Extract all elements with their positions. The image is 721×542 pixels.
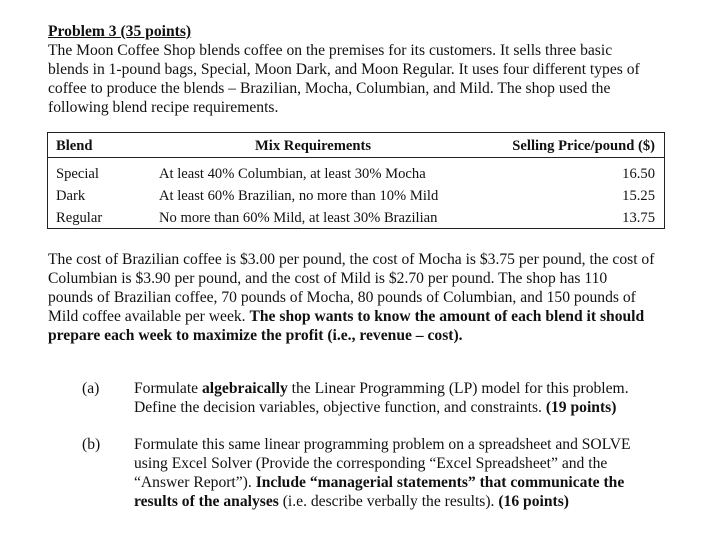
intro-line: The Moon Coffee Shop blends coffee on the premises for its customers. It sells three basic bbox=[48, 42, 613, 59]
cost-line: Columbian is $3.90 per pound, and the cost of Mild is $2.70 per pound. The shop has 110 bbox=[48, 270, 608, 287]
row-dark-price: 15.25 bbox=[622, 188, 655, 204]
row-dark-mix: At least 60% Brazilian, no more than 10% Mild bbox=[159, 188, 439, 204]
part-a-text-span: Formulate bbox=[134, 380, 202, 397]
header-mix-requirements: Mix Requirements bbox=[255, 138, 372, 154]
row-special-price: 16.50 bbox=[622, 166, 655, 182]
part-a-points: (19 points) bbox=[545, 399, 617, 416]
cost-line-text: Mild coffee available per week. bbox=[48, 308, 250, 325]
part-a-emphasis: algebraically bbox=[202, 380, 288, 397]
part-a-text bbox=[134, 379, 694, 417]
row-special-mix: At least 40% Columbian, at least 30% Mocha bbox=[159, 166, 426, 182]
part-b-points: (16 points) bbox=[498, 493, 569, 510]
intro-line: blends in 1-pound bags, Special, Moon Dark, and Moon Regular. It uses four different types of bbox=[48, 61, 640, 78]
part-b-text-span: “Answer Report”). bbox=[134, 474, 256, 491]
row-regular-blend: Regular bbox=[56, 210, 103, 226]
row-regular-price: 13.75 bbox=[622, 210, 655, 226]
part-b-emphasis: Include “managerial statements” that communicate the bbox=[255, 474, 625, 491]
row-regular-mix: No more than 60% Mild, at least 30% Brazilian bbox=[159, 210, 438, 226]
part-b-emphasis: results of the analyses bbox=[134, 493, 279, 510]
intro-line: coffee to produce the blends – Brazilian, Mocha, Columbian, and Mild. The shop used the bbox=[48, 80, 611, 97]
header-selling-price: Selling Price/pound ($) bbox=[512, 138, 655, 154]
cost-paragraph bbox=[48, 250, 698, 345]
part-a-text-span: Define the decision variables, objective function, and constraints. bbox=[134, 399, 546, 416]
part-a-text-span: the Linear Programming (LP) model for this problem. bbox=[287, 380, 629, 397]
header-divider bbox=[48, 157, 664, 158]
cost-line: The cost of Brazilian coffee is $3.00 per pound, the cost of Mocha is $3.75 per pound, the cost of bbox=[48, 251, 655, 268]
objective-statement: The shop wants to know the amount of each blend it should bbox=[249, 308, 645, 325]
problem-heading: Problem 3 (35 points) bbox=[48, 23, 192, 40]
header-blend: Blend bbox=[56, 138, 93, 154]
part-b-label: (b) bbox=[82, 436, 101, 453]
cost-line: pounds of Brazilian coffee, 70 pounds of Mocha, 80 pounds of Columbian, and 150 pounds of bbox=[48, 289, 636, 306]
objective-statement: prepare each week to maximize the profit (i.e., revenue – cost). bbox=[48, 327, 463, 344]
part-b-line: using Excel Solver (Provide the corresponding “Excel Spreadsheet” and the bbox=[134, 455, 608, 472]
blend-requirements-table bbox=[47, 132, 665, 229]
intro-line: following blend recipe requirements. bbox=[48, 99, 279, 116]
cost-line bbox=[48, 326, 698, 345]
intro-paragraph bbox=[48, 41, 688, 117]
part-a-label: (a) bbox=[82, 380, 100, 397]
part-b-text-span: (i.e. describe verbally the results). bbox=[278, 493, 499, 510]
row-dark-blend: Dark bbox=[56, 188, 86, 204]
cost-line bbox=[48, 307, 698, 326]
part-b-text bbox=[134, 435, 694, 511]
row-special-blend: Special bbox=[56, 166, 99, 182]
part-b-line: Formulate this same linear programming problem on a spreadsheet and SOLVE bbox=[134, 436, 631, 453]
